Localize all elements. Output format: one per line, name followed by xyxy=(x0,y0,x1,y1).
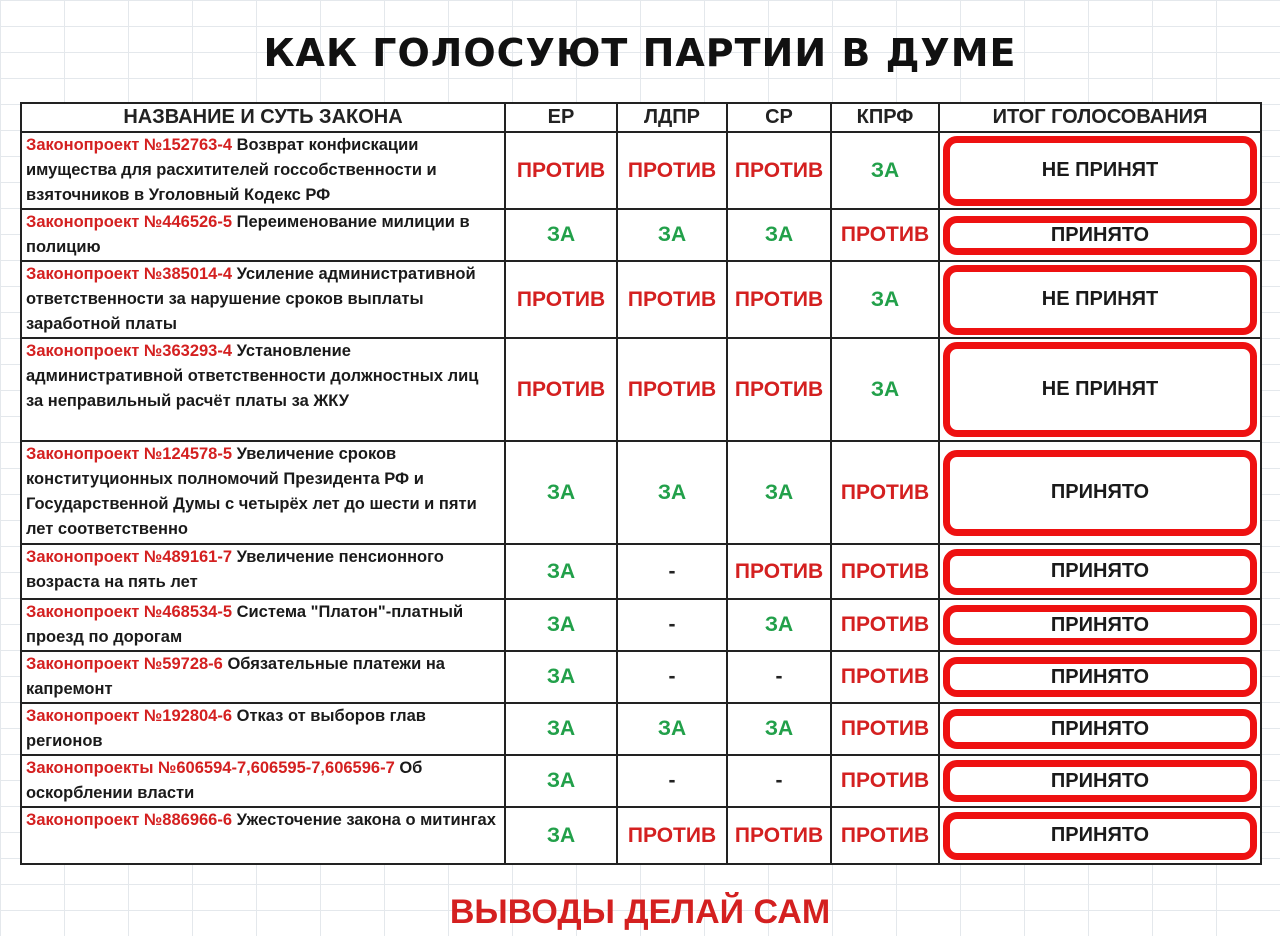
bill-number: Законопроекты №606594-7,606595-7,606596-7 xyxy=(26,759,395,777)
law-cell xyxy=(21,338,505,441)
law-cell xyxy=(21,651,505,703)
law-cell xyxy=(21,209,505,261)
vote-ldpr: - xyxy=(617,599,727,651)
vote-kprf: ЗА xyxy=(831,261,939,338)
law-cell xyxy=(21,261,505,338)
bill-number: Законопроект №363293-4 xyxy=(26,342,233,360)
table-row xyxy=(21,651,1261,703)
header-er: ЕР xyxy=(505,103,617,132)
result-badge: ПРИНЯТО xyxy=(943,812,1257,860)
bill-number: Законопроект №446526-5 xyxy=(26,213,233,231)
law-cell xyxy=(21,755,505,807)
bill-description: Ужесточение закона о митингах xyxy=(232,811,496,829)
vote-kprf: ПРОТИВ xyxy=(831,651,939,703)
law-cell xyxy=(21,599,505,651)
result-badge: ПРИНЯТО xyxy=(943,709,1257,749)
vote-sr: ЗА xyxy=(727,703,831,755)
vote-sr: ПРОТИВ xyxy=(727,807,831,864)
vote-sr: - xyxy=(727,651,831,703)
result-badge: ПРИНЯТО xyxy=(943,760,1257,802)
result-cell xyxy=(939,132,1261,209)
result-badge: НЕ ПРИНЯТ xyxy=(943,342,1257,437)
vote-kprf: ПРОТИВ xyxy=(831,209,939,261)
vote-ldpr: ПРОТИВ xyxy=(617,261,727,338)
law-cell xyxy=(21,544,505,599)
vote-ldpr: - xyxy=(617,755,727,807)
page-title: КАК ГОЛОСУЮТ ПАРТИИ В ДУМЕ xyxy=(263,31,1017,75)
vote-kprf: ПРОТИВ xyxy=(831,599,939,651)
law-cell xyxy=(21,132,505,209)
bill-description: Обязательные платежи на капремонт xyxy=(26,655,445,698)
vote-ldpr: ЗА xyxy=(617,441,727,544)
bill-description: Отказ от выборов глав регионов xyxy=(26,707,426,750)
result-cell xyxy=(939,544,1261,599)
bill-number: Законопроект №489161-7 xyxy=(26,548,233,566)
vote-er: ЗА xyxy=(505,544,617,599)
table-body xyxy=(21,132,1261,864)
header-ldpr: ЛДПР xyxy=(617,103,727,132)
bill-number: Законопроект №192804-6 xyxy=(26,707,233,725)
vote-kprf: ПРОТИВ xyxy=(831,755,939,807)
vote-ldpr: - xyxy=(617,651,727,703)
vote-er: ЗА xyxy=(505,441,617,544)
law-cell xyxy=(21,807,505,864)
table-row xyxy=(21,261,1261,338)
result-cell xyxy=(939,807,1261,864)
vote-er: ПРОТИВ xyxy=(505,132,617,209)
header-kprf: КПРФ xyxy=(831,103,939,132)
bill-number: Законопроект №886966-6 xyxy=(26,811,233,829)
vote-er: ПРОТИВ xyxy=(505,261,617,338)
vote-er: ЗА xyxy=(505,599,617,651)
vote-er: ЗА xyxy=(505,209,617,261)
result-badge: ПРИНЯТО xyxy=(943,657,1257,697)
result-badge: ПРИНЯТО xyxy=(943,549,1257,595)
vote-er: ЗА xyxy=(505,807,617,864)
result-cell xyxy=(939,703,1261,755)
vote-kprf: ЗА xyxy=(831,132,939,209)
vote-sr: ПРОТИВ xyxy=(727,338,831,441)
vote-kprf: ПРОТИВ xyxy=(831,703,939,755)
vote-sr: ЗА xyxy=(727,441,831,544)
header-sr: СР xyxy=(727,103,831,132)
vote-ldpr: ПРОТИВ xyxy=(617,807,727,864)
vote-kprf: ПРОТИВ xyxy=(831,807,939,864)
bill-number: Законопроект №468534-5 xyxy=(26,603,233,621)
bill-number: Законопроект №385014-4 xyxy=(26,265,233,283)
result-cell xyxy=(939,651,1261,703)
bill-description: Возврат конфискации имущества для расхитителей госсобственности и взяточников в Уголовный Кодекс РФ xyxy=(26,136,437,204)
result-cell xyxy=(939,755,1261,807)
vote-kprf: ЗА xyxy=(831,338,939,441)
voting-table xyxy=(20,102,1262,865)
result-badge: ПРИНЯТО xyxy=(943,450,1257,536)
vote-kprf: ПРОТИВ xyxy=(831,544,939,599)
bill-description: Усиление административной ответственности за нарушение сроков выплаты заработной платы xyxy=(26,265,476,333)
vote-ldpr: ЗА xyxy=(617,703,727,755)
table-row xyxy=(21,755,1261,807)
vote-ldpr: ПРОТИВ xyxy=(617,132,727,209)
table-row xyxy=(21,441,1261,544)
bill-description: Установление административной ответственности должностных лиц за неправильный расчёт платы за ЖКУ xyxy=(26,342,479,410)
law-cell xyxy=(21,441,505,544)
vote-er: ЗА xyxy=(505,755,617,807)
vote-ldpr: ПРОТИВ xyxy=(617,338,727,441)
vote-er: ЗА xyxy=(505,651,617,703)
table-row xyxy=(21,807,1261,864)
vote-ldpr: ЗА xyxy=(617,209,727,261)
law-cell xyxy=(21,703,505,755)
bill-number: Законопроект №152763-4 xyxy=(26,136,233,154)
vote-sr: ЗА xyxy=(727,599,831,651)
table-row xyxy=(21,703,1261,755)
result-cell xyxy=(939,261,1261,338)
vote-sr: ПРОТИВ xyxy=(727,261,831,338)
vote-kprf: ПРОТИВ xyxy=(831,441,939,544)
header-result: ИТОГ ГОЛОСОВАНИЯ xyxy=(939,103,1261,132)
result-badge: НЕ ПРИНЯТ xyxy=(943,265,1257,335)
vote-ldpr: - xyxy=(617,544,727,599)
vote-sr: ПРОТИВ xyxy=(727,132,831,209)
result-badge: НЕ ПРИНЯТ xyxy=(943,136,1257,206)
bill-description: Увеличение сроков конституционных полномочий Президента РФ и Государственной Думы с четырёх лет до шести и пяти лет соответственно xyxy=(26,445,477,538)
bill-number: Законопроект №124578-5 xyxy=(26,445,233,463)
vote-sr: - xyxy=(727,755,831,807)
result-cell xyxy=(939,599,1261,651)
result-badge: ПРИНЯТО xyxy=(943,216,1257,255)
header-law: НАЗВАНИЕ И СУТЬ ЗАКОНА xyxy=(21,103,505,132)
bill-number: Законопроект №59728-6 xyxy=(26,655,223,673)
bill-description: Увеличение пенсионного возраста на пять лет xyxy=(26,548,444,591)
table-row xyxy=(21,209,1261,261)
bill-description: Переименование милиции в полицию xyxy=(26,213,470,256)
table-row xyxy=(21,338,1261,441)
result-cell xyxy=(939,441,1261,544)
bill-description: Система "Платон"-платный проезд по дорогам xyxy=(26,603,464,646)
result-cell xyxy=(939,209,1261,261)
vote-sr: ПРОТИВ xyxy=(727,544,831,599)
table-header-row xyxy=(21,103,1261,132)
result-badge: ПРИНЯТО xyxy=(943,605,1257,645)
vote-er: ЗА xyxy=(505,703,617,755)
bill-description: Об оскорблении власти xyxy=(26,759,423,802)
result-cell xyxy=(939,338,1261,441)
conclusion-text: ВЫВОДЫ ДЕЛАЙ САМ xyxy=(449,893,831,931)
table-row xyxy=(21,544,1261,599)
vote-er: ПРОТИВ xyxy=(505,338,617,441)
table-row xyxy=(21,599,1261,651)
vote-sr: ЗА xyxy=(727,209,831,261)
table-row xyxy=(21,132,1261,209)
